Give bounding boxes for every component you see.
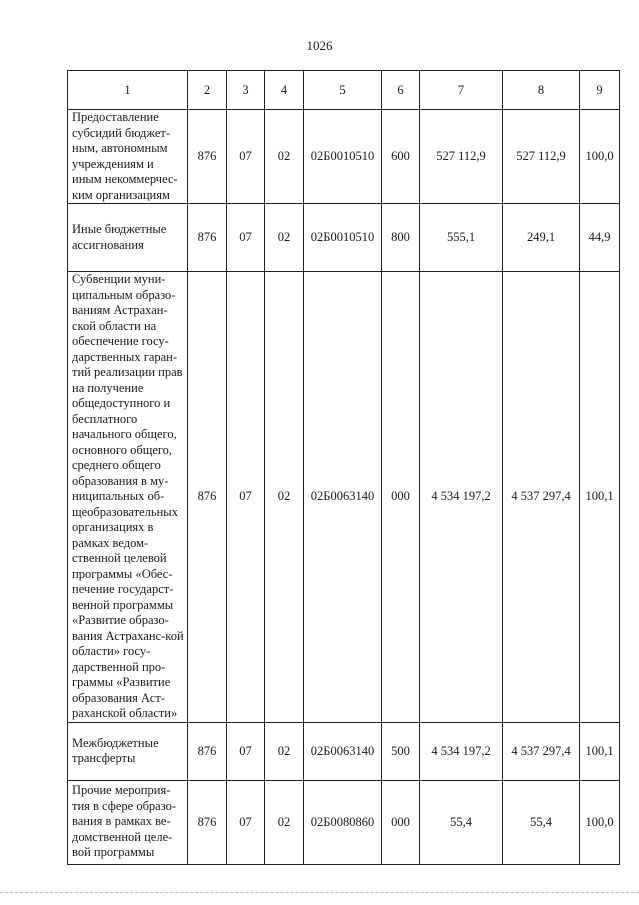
row-name: Иные бюджетные ассигнования (68, 204, 188, 272)
table-row (68, 110, 620, 204)
header-cell: 1 (68, 71, 188, 110)
cell-col5: 02Б0080860 (304, 780, 382, 864)
row-name: Предоставление субсидий бюджет-ным, автономным учреждениям и иным некоммерчес-ким организациям (68, 110, 188, 204)
cell-col7: 4 534 197,2 (420, 722, 503, 780)
cell-col6: 000 (382, 272, 420, 723)
cell-col7: 55,4 (420, 780, 503, 864)
cell-col3: 07 (227, 780, 265, 864)
header-cell: 9 (580, 71, 620, 110)
cell-col9: 100,0 (580, 780, 620, 864)
cell-col3: 07 (227, 110, 265, 204)
cell-col6: 800 (382, 204, 420, 272)
budget-table (67, 70, 620, 865)
table-header-row (68, 71, 620, 110)
cell-col5: 02Б0063140 (304, 722, 382, 780)
cell-col7: 527 112,9 (420, 110, 503, 204)
cell-col9: 100,1 (580, 722, 620, 780)
table-row (68, 722, 620, 780)
cell-col4: 02 (265, 272, 304, 723)
cell-col5: 02Б0063140 (304, 272, 382, 723)
cell-col9: 44,9 (580, 204, 620, 272)
cell-col6: 500 (382, 722, 420, 780)
header-cell: 6 (382, 71, 420, 110)
page-number: 1026 (306, 38, 333, 53)
cell-col4: 02 (265, 110, 304, 204)
cell-col2: 876 (188, 722, 227, 780)
cell-col3: 07 (227, 272, 265, 723)
header-cell: 8 (503, 71, 580, 110)
cell-col5: 02Б0010510 (304, 110, 382, 204)
page-bottom-rule (0, 892, 639, 893)
cell-col8: 249,1 (503, 204, 580, 272)
cell-col2: 876 (188, 204, 227, 272)
row-name: Прочие мероприя-тия в сфере образо-вания в рамках ве-домственной целе-вой программы (68, 780, 188, 864)
cell-col9: 100,0 (580, 110, 620, 204)
cell-col3: 07 (227, 722, 265, 780)
cell-col7: 555,1 (420, 204, 503, 272)
header-cell: 4 (265, 71, 304, 110)
cell-col4: 02 (265, 780, 304, 864)
cell-col8: 55,4 (503, 780, 580, 864)
header-cell: 2 (188, 71, 227, 110)
row-name: Межбюджетные трансферты (68, 722, 188, 780)
row-name: Субвенции муни-ципальным образо-ваниям Астрахан-ской области на обеспечение госу-дарственных гаран-тий реализации прав на получение общедоступного и бесплатного начального общего, основного общего, среднего общего образования в му-ниципальных об-щеобразовательных организациях в рамках ведом-ственной целевой программы «Обес-печение государст-венной программы «Развитие образо-вания Астраханс-кой области» госу-дарственной про-граммы «Развитие образования Аст-раханской области» (68, 272, 188, 723)
cell-col8: 4 537 297,4 (503, 272, 580, 723)
header-cell: 7 (420, 71, 503, 110)
cell-col2: 876 (188, 780, 227, 864)
cell-col6: 600 (382, 110, 420, 204)
cell-col8: 527 112,9 (503, 110, 580, 204)
cell-col7: 4 534 197,2 (420, 272, 503, 723)
cell-col4: 02 (265, 204, 304, 272)
cell-col9: 100,1 (580, 272, 620, 723)
table-row (68, 204, 620, 272)
header-cell: 5 (304, 71, 382, 110)
table-row (68, 780, 620, 864)
cell-col6: 000 (382, 780, 420, 864)
cell-col5: 02Б0010510 (304, 204, 382, 272)
cell-col3: 07 (227, 204, 265, 272)
header-cell: 3 (227, 71, 265, 110)
cell-col2: 876 (188, 272, 227, 723)
cell-col4: 02 (265, 722, 304, 780)
cell-col8: 4 537 297,4 (503, 722, 580, 780)
table-row (68, 272, 620, 723)
cell-col2: 876 (188, 110, 227, 204)
